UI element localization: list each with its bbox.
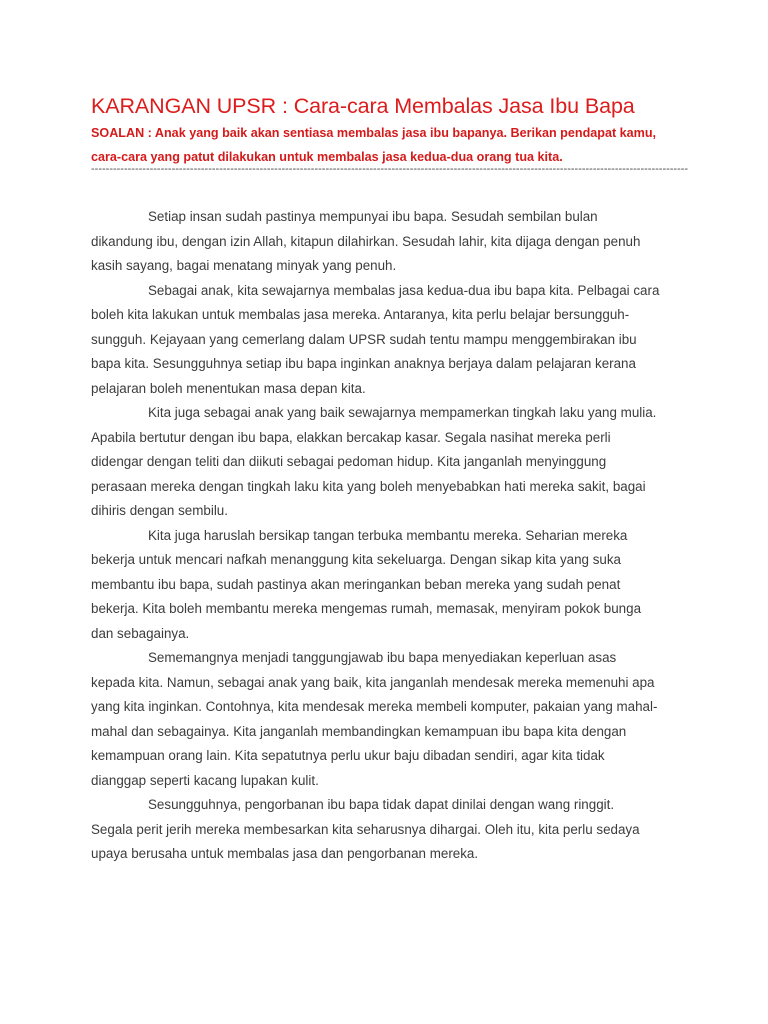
text-line: pelajaran boleh menentukan masa depan kita.	[91, 380, 366, 396]
text-line: Sesungguhnya, pengorbanan ibu bapa tidak dapat dinilai dengan wang ringgit.	[148, 797, 615, 812]
paragraph	[91, 793, 691, 867]
question-line: cara-cara yang patut dilakukan untuk membalas jasa kedua-dua orang tua kita.	[91, 150, 563, 164]
text-line: Sememangnya menjadi tanggungjawab ibu bapa menyediakan keperluan asas	[148, 650, 617, 665]
text-line: mahal dan sebagainya. Kita janganlah membandingkan kemampuan ibu bapa kita dengan	[91, 723, 627, 739]
paragraph	[91, 524, 691, 647]
text-line: bekerja untuk mencari nafkah menanggung kita sekeluarga. Dengan sikap kita yang suka	[91, 552, 622, 567]
paragraph	[91, 646, 691, 793]
text-line: dihiris dengan sembilu.	[91, 503, 228, 518]
text-line: sungguh. Kejayaan yang cemerlang dalam UPSR sudah tentu mampu menggembirakan ibu	[91, 331, 637, 347]
text-line: Segala perit jerih mereka membesarkan kita seharusnya dihargai. Oleh itu, kita perlu sedaya	[91, 821, 640, 837]
text-line: boleh kita lakukan untuk membalas jasa mereka. Antaranya, kita perlu belajar bersungguh-	[91, 307, 630, 322]
paragraph	[91, 279, 691, 402]
text-line: Kita juga sebagai anak yang baik sewajarnya mempamerkan tingkah laku yang mulia.	[148, 405, 657, 420]
text-line: Kita juga haruslah bersikap tangan terbuka membantu mereka. Seharian mereka	[148, 527, 628, 543]
text-line: membantu ibu bapa, sudah pastinya akan meringankan beban mereka yang sudah penat	[91, 576, 621, 592]
text-line: dikandung ibu, dengan izin Allah, kitapun dilahirkan. Sesudah lahir, kita dijaga dengan penuh	[91, 233, 641, 249]
text-line: didengar dengan teliti dan diikuti sebagai pedoman hidup. Kita janganlah menyinggung	[91, 454, 607, 469]
page-title: KARANGAN UPSR : Cara-cara Membalas Jasa Ibu Bapa	[91, 94, 635, 118]
text-line: yang kita inginkan. Contohnya, kita mendesak mereka membeli komputer, pakaian yang mahal-	[91, 699, 658, 714]
text-line: Sebagai anak, kita sewajarnya membalas jasa kedua-dua ibu bapa kita. Pelbagai cara	[148, 282, 660, 298]
text-line: perasaan mereka dengan tingkah laku kita yang boleh menyebabkan hati mereka sakit, bagai	[91, 478, 646, 494]
paragraph	[91, 205, 691, 279]
text-line: upaya berusaha untuk membalas jasa dan pengorbanan mereka.	[91, 846, 479, 861]
essay-body	[91, 205, 691, 867]
text-line: Apabila bertutur dengan ibu bapa, elakkan bercakap kasar. Segala nasihat mereka perli	[91, 429, 611, 445]
text-line: bekerja. Kita boleh membantu mereka mengemas rumah, memasak, menyiram pokok bunga	[91, 601, 642, 616]
paragraph	[91, 401, 691, 524]
text-line: dan sebagainya.	[91, 625, 190, 641]
text-line: kasih sayang, bagai menatang minyak yang penuh.	[91, 258, 397, 273]
text-line: bapa kita. Sesungguhnya setiap ibu bapa inginkan anaknya berjaya dalam pelajaran kerana	[91, 356, 636, 371]
text-line: Setiap insan sudah pastinya mempunyai ibu bapa. Sesudah sembilan bulan	[148, 209, 598, 224]
text-line: kemampuan orang lain. Kita sepatutnya perlu ukur baju dibadan sendiri, agar kita tidak	[91, 748, 605, 763]
text-line: kepada kita. Namun, sebagai anak yang baik, kita janganlah mendesak mereka memenuhi apa	[91, 674, 655, 690]
question-line: SOALAN : Anak yang baik akan sentiasa membalas jasa ibu bapanya. Berikan pendapat kamu,	[91, 126, 657, 140]
text-line: dianggap seperti kacang lupakan kulit.	[91, 772, 319, 788]
separator-line: -------------------------------------------------------------------------------------------------------------------------------------------------------------------	[91, 163, 689, 175]
